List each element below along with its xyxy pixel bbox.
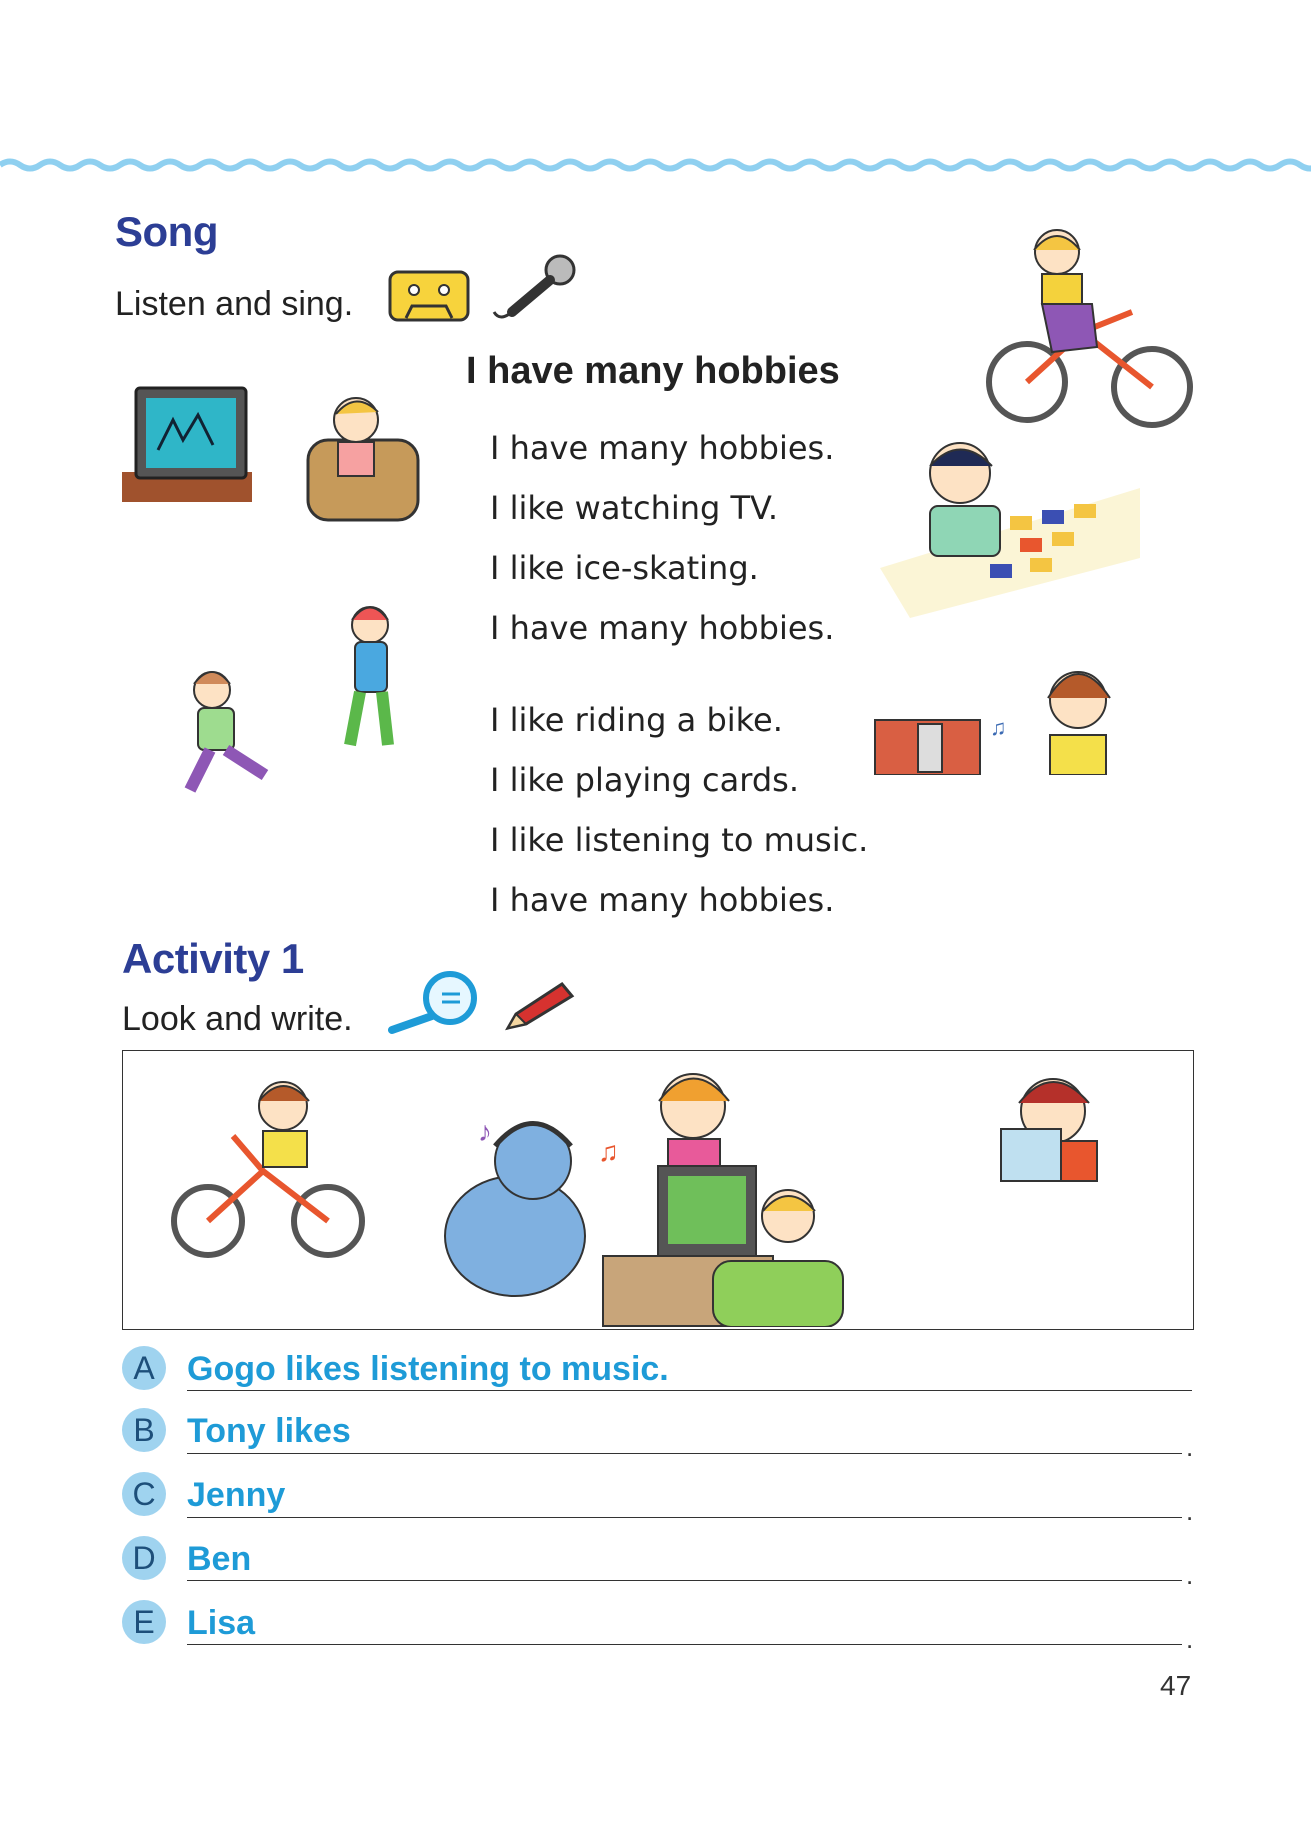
activity-characters-illustration — [123, 1051, 1191, 1327]
svg-text:♪: ♪ — [478, 1116, 492, 1147]
period-c: . — [1186, 1496, 1194, 1526]
watching-tv-illustration — [118, 380, 428, 540]
song-verse-2 — [490, 690, 868, 930]
answer-text-a[interactable]: Gogo likes listening to music. — [187, 1350, 669, 1388]
item-letter-b: B — [122, 1408, 166, 1452]
answer-text-b[interactable]: Tony likes — [187, 1412, 351, 1450]
svg-text:♫: ♫ — [598, 1136, 619, 1167]
answer-line-e — [187, 1644, 1182, 1645]
item-letter-d: D — [122, 1536, 166, 1580]
lyric-line: I like playing cards. — [490, 761, 799, 799]
song-verse-1 — [490, 418, 834, 658]
svg-text:♫: ♫ — [990, 715, 1007, 740]
magnifier-icon — [386, 970, 482, 1036]
page-number: 47 — [1160, 1670, 1192, 1701]
item-letter-e: E — [122, 1600, 166, 1644]
lyric-line: I have many hobbies. — [490, 609, 835, 647]
song-title: I have many hobbies — [466, 350, 840, 392]
period-d: . — [1186, 1560, 1194, 1590]
lyric-line: I have many hobbies. — [490, 429, 835, 467]
pencil-icon — [498, 978, 578, 1034]
answer-line-d — [187, 1580, 1182, 1581]
lyric-line: I have many hobbies. — [490, 881, 835, 919]
answer-text-d[interactable]: Ben — [187, 1540, 252, 1578]
item-letter-c: C — [122, 1472, 166, 1516]
lyric-line: I like listening to music. — [490, 821, 869, 859]
answer-line-b — [187, 1453, 1182, 1454]
answer-text-c[interactable]: Jenny — [187, 1476, 286, 1514]
lyric-line: I like riding a bike. — [490, 701, 783, 739]
period-b: . — [1186, 1432, 1194, 1462]
item-letter-a: A — [122, 1346, 166, 1390]
activity-instruction: Look and write. — [122, 1000, 353, 1038]
answer-line-a — [187, 1390, 1192, 1391]
listening-music-illustration — [870, 640, 1120, 775]
lyric-line: I like watching TV. — [490, 489, 778, 527]
playing-cards-illustration — [880, 418, 1140, 618]
song-instruction: Listen and sing. — [115, 285, 354, 323]
answer-text-e[interactable]: Lisa — [187, 1604, 256, 1642]
cassette-icon — [388, 270, 470, 322]
top-wave-border — [0, 150, 1311, 180]
lyric-line: I like ice-skating. — [490, 549, 759, 587]
microphone-icon — [490, 252, 580, 324]
period-e: . — [1186, 1624, 1194, 1654]
activity-heading: Activity 1 — [122, 935, 304, 982]
song-heading: Song — [115, 208, 218, 255]
answer-line-c — [187, 1517, 1182, 1518]
riding-bike-illustration — [982, 222, 1197, 442]
ice-skating-illustration — [170, 580, 430, 820]
